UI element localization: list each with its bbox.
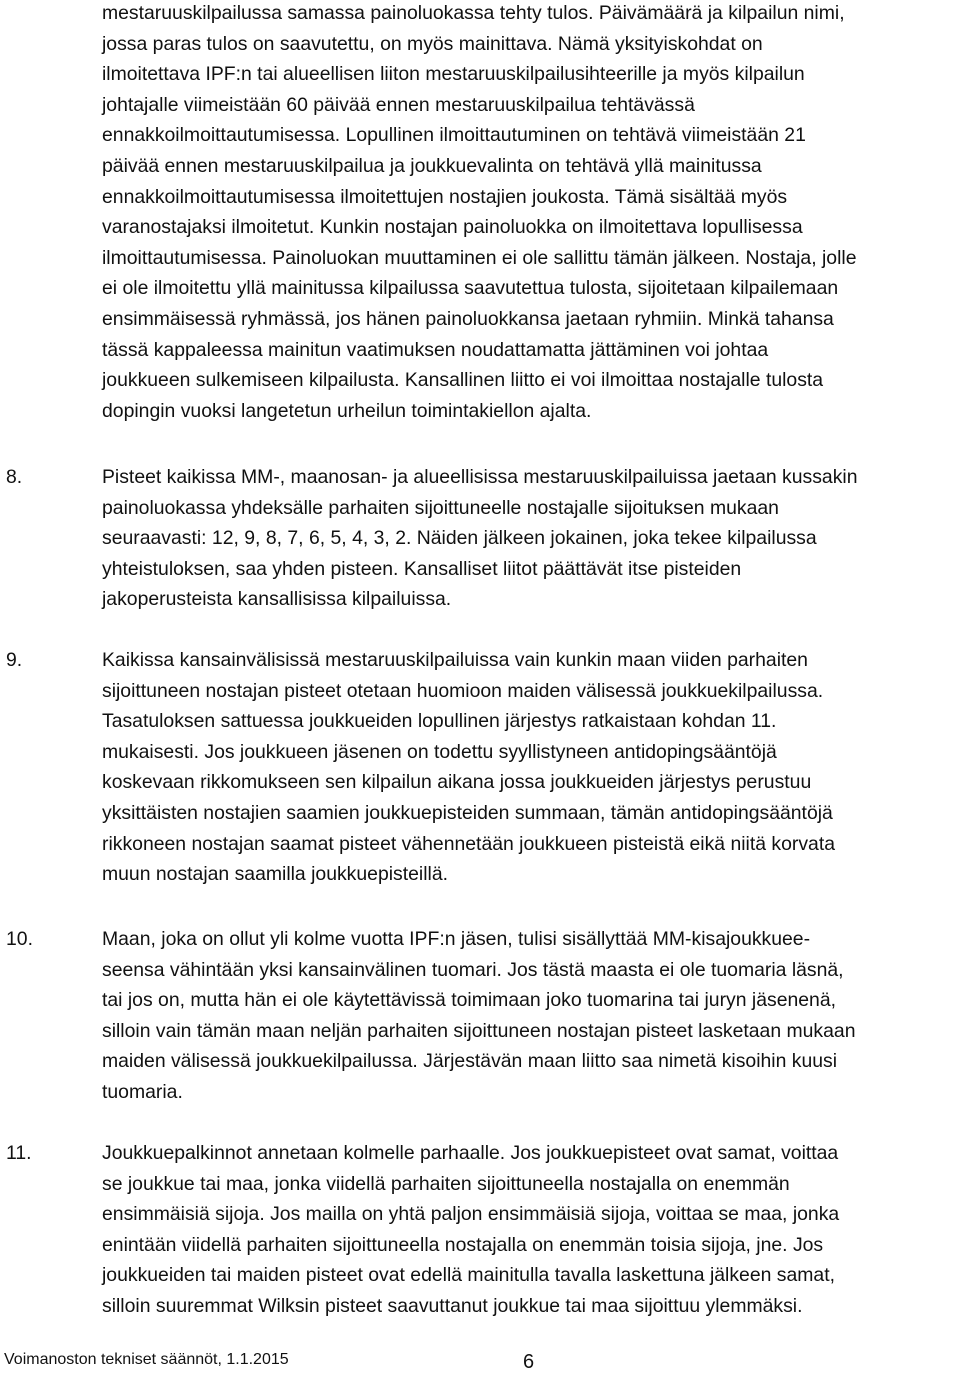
text-line: tai jos on, mutta hän ei ole käytettävissä toimimaan joko tuomarina tai juryn jäsenenä, (102, 989, 837, 1012)
text-line: Kaikissa kansainvälisissä mestaruuskilpailuissa vain kunkin maan viiden parhaiten (102, 649, 808, 671)
item-paragraph (102, 462, 954, 615)
text-line: Maan, joka on ollut yli kolme vuotta IPF:n jäsen, tulisi sisällyttää MM-kisajoukkuee- (102, 928, 811, 950)
text-line: rikkoneen nostajan saamat pisteet vähennetään joukkueen pisteistä eikä niitä korvata (102, 832, 836, 855)
text-line: yksittäisten nostajien saamien joukkuepisteiden summaan, tämän antidopingsääntöjä (102, 801, 833, 824)
text-line: tässä kappaleessa mainitun vaatimuksen noudattamatta jättäminen voi johtaa (102, 338, 769, 361)
text-line: ennakkoilmoittautumisessa. Lopullinen ilmoittautuminen on tehtävä viimeistään 21 (102, 124, 806, 147)
item-number: 8. (6, 466, 23, 488)
text-line: tuomaria. (102, 1080, 183, 1103)
text-line: päivää ennen mestaruuskilpailua ja joukkuevalinta on tehtävä yllä mainitussa (102, 154, 762, 177)
text-line: Pisteet kaikissa MM-, maanosan- ja alueellisissa mestaruuskilpailuissa jaetaan kussakin (102, 466, 858, 488)
text-line: johtajalle viimeistään 60 päivää ennen mestaruuskilpailua tehtävässä (102, 93, 695, 116)
text-line: joukkueen sulkemiseen kilpailusta. Kansallinen liitto ei voi ilmoittaa nostajalle tulosta (102, 369, 824, 392)
text-line: yhteistuloksen, saa yhden pisteen. Kansalliset liitot päättävät itse pisteiden (102, 557, 742, 580)
text-line: jossa paras tulos on saavutettu, on myös mainittava. Nämä yksityiskohdat on (102, 32, 763, 55)
item-paragraph (102, 924, 954, 1108)
text-line: seensa vähintään yksi kansainvälinen tuomari. Jos tästä maasta ei ole tuomaria läsnä, (102, 958, 844, 981)
text-line: mukaisesti. Jos joukkueen jäsenen on todettu syyllistyneen antidopingsääntöjä (102, 740, 777, 763)
text-line: silloin suuremmat Wilksin pisteet saavuttanut joukkue tai maa sijoittuu ylemmäksi. (102, 1294, 803, 1317)
item-number: 9. (6, 649, 23, 671)
intro-paragraph (102, 0, 954, 426)
text-line: ensimmäisessä ryhmässä, jos hänen painoluokkansa jaetaan ryhmiin. Minkä tahansa (102, 307, 834, 330)
text-line: painoluokassa yhdeksälle parhaiten sijoittuneelle nostajalle sijoituksen mukaan (102, 496, 779, 519)
text-line: ensimmäisiä sijoja. Jos mailla on yhtä paljon ensimmäisiä sijoja, voittaa se maa, jonka (102, 1203, 840, 1226)
item-number: 10. (6, 928, 33, 950)
footer-document-title: Voimanoston tekniset säännöt, 1.1.2015 (4, 1351, 289, 1368)
text-line: ilmoittautumisessa. Painoluokan muuttaminen ei ole sallittu tämän jälkeen. Nostaja, jolle (102, 246, 857, 269)
text-line: ei ole ilmoitettu yllä mainitussa kilpailussa saavutettua tulosta, sijoitetaan kilpailemaan (102, 277, 839, 300)
text-line: joukkueiden tai maiden pisteet ovat edellä mainitulla tavalla laskettuna jälkeen samat, (102, 1264, 835, 1287)
item-number: 11. (6, 1142, 32, 1164)
footer-page-number: 6 (523, 1351, 535, 1373)
text-line: Tasatuloksen sattuessa joukkueiden lopullinen järjestys ratkaistaan kohdan 11. (102, 710, 777, 733)
text-line: sijoittuneen nostajan pisteet otetaan huomioon maiden välisessä joukkuekilpailussa. (102, 679, 824, 702)
text-line: dopingin vuoksi langetetun urheilun toimintakiellon ajalta. (102, 399, 592, 422)
item-paragraph (102, 645, 954, 890)
text-line: se joukkue tai maa, jonka viidellä parhaiten sijoittuneella nostajalla on enemmän (102, 1172, 790, 1195)
text-line: ennakkoilmoittautumisessa ilmoitettujen nostajien joukosta. Tämä sisältää myös (102, 185, 788, 208)
text-line: ilmoitettava IPF:n tai alueellisen liiton mestaruuskilpailusihteerille ja myös kilpailun (102, 63, 805, 86)
text-line: maiden välisessä joukkuekilpailussa. Järjestävän maan liitto saa nimetä kisoihin kuusi (102, 1050, 838, 1073)
text-line: enintään viidellä parhaiten sijoittuneella nostajalla on enemmän toisia sijoja, jne. Jos (102, 1233, 824, 1256)
text-line: jakoperusteista kansallisissa kilpailuissa. (102, 588, 452, 611)
text-line: silloin vain tämän maan neljän parhaiten sijoittuneen nostajan pisteet lasketaan mukaan (102, 1019, 856, 1042)
text-line: koskevaan rikkomukseen sen kilpailun aikana jossa joukkueiden järjestys perustuu (102, 771, 812, 794)
text-line: muun nostajan saamilla joukkuepisteillä. (102, 863, 448, 886)
item-paragraph (102, 1138, 954, 1322)
text-line: varanostajaksi ilmoitetut. Kunkin nostajan painoluokka on ilmoitettava lopullisessa (102, 216, 803, 239)
text-line: Joukkuepalkinnot annetaan kolmelle parhaalle. Jos joukkuepisteet ovat samat, voittaa (102, 1142, 839, 1164)
text-line: seuraavasti: 12, 9, 8, 7, 6, 5, 4, 3, 2. Näiden jälkeen jokainen, joka tekee kilpailussa (102, 527, 817, 550)
text-line: mestaruuskilpailussa samassa painoluokassa tehty tulos. Päivämäärä ja kilpailun nimi, (102, 2, 845, 24)
